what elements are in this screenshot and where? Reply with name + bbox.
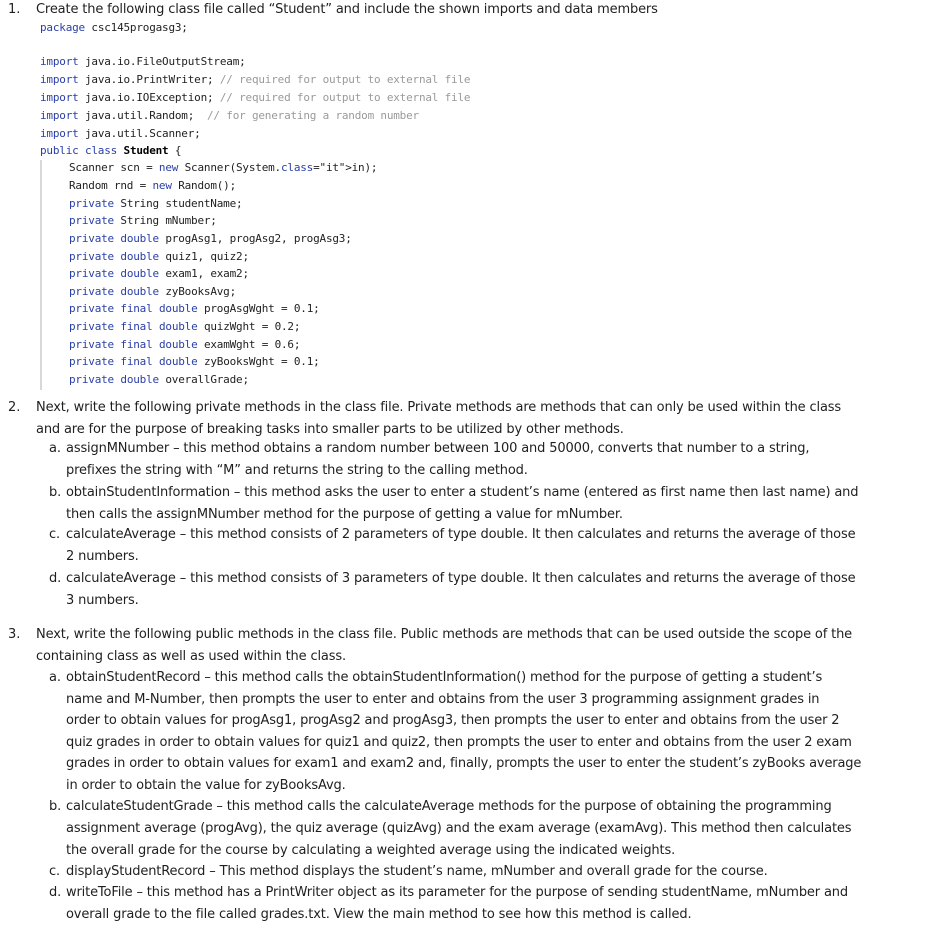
list-item-line: overall grade to the file called grades.txt. View the main method to see how this method is called.: [66, 907, 692, 922]
step-3-line-2: containing class as well as used within the class.: [36, 649, 346, 664]
code-import-5: import java.util.Scanner;: [40, 127, 201, 140]
list-item-line: assignment average (progAvg), the quiz average (quizAvg) and the exam average (examAvg). This method then calculates: [66, 821, 852, 836]
code-class-declaration: public class Student {: [40, 144, 182, 157]
list-item-line: order to obtain values for progAsg1, progAsg2 and progAsg3, then prompts the user to enter and obtains from the user 2: [66, 713, 840, 728]
list-item-line: 3 numbers.: [66, 593, 139, 608]
list-item-line: writeToFile – this method has a PrintWriter object as its parameter for the purpose of sending studentName, mNumber and: [66, 885, 848, 900]
list-item-letter: d.: [49, 571, 62, 586]
list-item-letter: c.: [49, 527, 60, 542]
code-import-3: import java.io.IOException; // required for output to external file: [40, 91, 471, 104]
class-member-line: private double overallGrade;: [69, 373, 249, 386]
list-item-line: name and M-Number, then prompts the user to enter and obtains from the user 3 programming assignment grades in: [66, 692, 820, 707]
class-member-line: private final double examWght = 0.6;: [69, 338, 301, 351]
code-import-4: import java.util.Random; // for generating a random number: [40, 109, 419, 122]
code-import-2: import java.io.PrintWriter; // required for output to external file: [40, 73, 471, 86]
step-1-number: 1.: [8, 2, 21, 17]
list-item-line: 2 numbers.: [66, 549, 139, 564]
list-item-line: the overall grade for the course by calculating a weighted average using the indicated weights.: [66, 843, 676, 858]
list-item-line: calculateAverage – this method consists of 3 parameters of type double. It then calculates and returns the average of those: [66, 571, 856, 586]
list-item-letter: b.: [49, 485, 62, 500]
code-import-1: import java.io.FileOutputStream;: [40, 55, 246, 68]
class-member-line: private double zyBooksAvg;: [69, 285, 237, 298]
list-item-line: obtainStudentInformation – this method asks the user to enter a student’s name (entered as first name then last name) and: [66, 485, 859, 500]
class-member-line: private double quiz1, quiz2;: [69, 250, 249, 263]
list-item-line: calculateAverage – this method consists of 2 parameters of type double. It then calculates and returns the average of those: [66, 527, 856, 542]
class-member-line: private final double zyBooksWght = 0.1;: [69, 355, 320, 368]
list-item-line: calculateStudentGrade – this method calls the calculateAverage methods for the purpose of obtaining the programming: [66, 799, 832, 814]
list-item-letter: a.: [49, 441, 61, 456]
list-item-line: displayStudentRecord – This method displays the student’s name, mNumber and overall grade for the course.: [66, 864, 768, 879]
class-member-line: private double progAsg1, progAsg2, progAsg3;: [69, 232, 352, 245]
class-member-line: private String mNumber;: [69, 214, 217, 227]
class-member-line: Random rnd = new Random();: [69, 179, 237, 192]
class-member-line: private final double progAsgWght = 0.1;: [69, 302, 320, 315]
list-item-line: prefixes the string with “M” and returns the string to the calling method.: [66, 463, 528, 478]
list-item-letter: d.: [49, 885, 62, 900]
class-member-line: Scanner scn = new Scanner(System.class="it">in);: [69, 161, 378, 174]
list-item-line: assignMNumber – this method obtains a random number between 100 and 50000, converts that number to a string,: [66, 441, 810, 456]
class-member-line: private final double quizWght = 0.2;: [69, 320, 301, 333]
list-item-letter: b.: [49, 799, 62, 814]
step-2-number: 2.: [8, 400, 21, 415]
code-indent-guide: [40, 160, 42, 390]
list-item-letter: c.: [49, 864, 60, 879]
step-2-line-2: and are for the purpose of breaking tasks into smaller parts to be utilized by other methods.: [36, 422, 624, 437]
code-package: package csc145progasg3;: [40, 21, 188, 34]
step-2-line-1: Next, write the following private methods in the class file. Private methods are methods that can only be used within the class: [36, 400, 842, 415]
list-item-line: grades in order to obtain values for exam1 and exam2 and, finally, prompts the user to enter the student’s zyBooks average: [66, 756, 862, 771]
class-member-line: private double exam1, exam2;: [69, 267, 249, 280]
class-member-line: private String studentName;: [69, 197, 243, 210]
step-3-line-1: Next, write the following public methods in the class file. Public methods are methods that can be used outside the scope of the: [36, 627, 853, 642]
list-item-line: then calls the assignMNumber method for the purpose of getting a value for mNumber.: [66, 507, 623, 522]
list-item-line: in order to obtain the value for zyBooksAvg.: [66, 778, 346, 793]
step-1-text: Create the following class file called “Student” and include the shown imports and data members: [36, 2, 658, 17]
list-item-line: obtainStudentRecord – this method calls the obtainStudentInformation() method for the purpose of getting a student’s: [66, 670, 823, 685]
step-3-number: 3.: [8, 627, 21, 642]
list-item-letter: a.: [49, 670, 61, 685]
list-item-line: quiz grades in order to obtain values for quiz1 and quiz2, then prompts the user to enter and obtains from the user 2 exam: [66, 735, 852, 750]
